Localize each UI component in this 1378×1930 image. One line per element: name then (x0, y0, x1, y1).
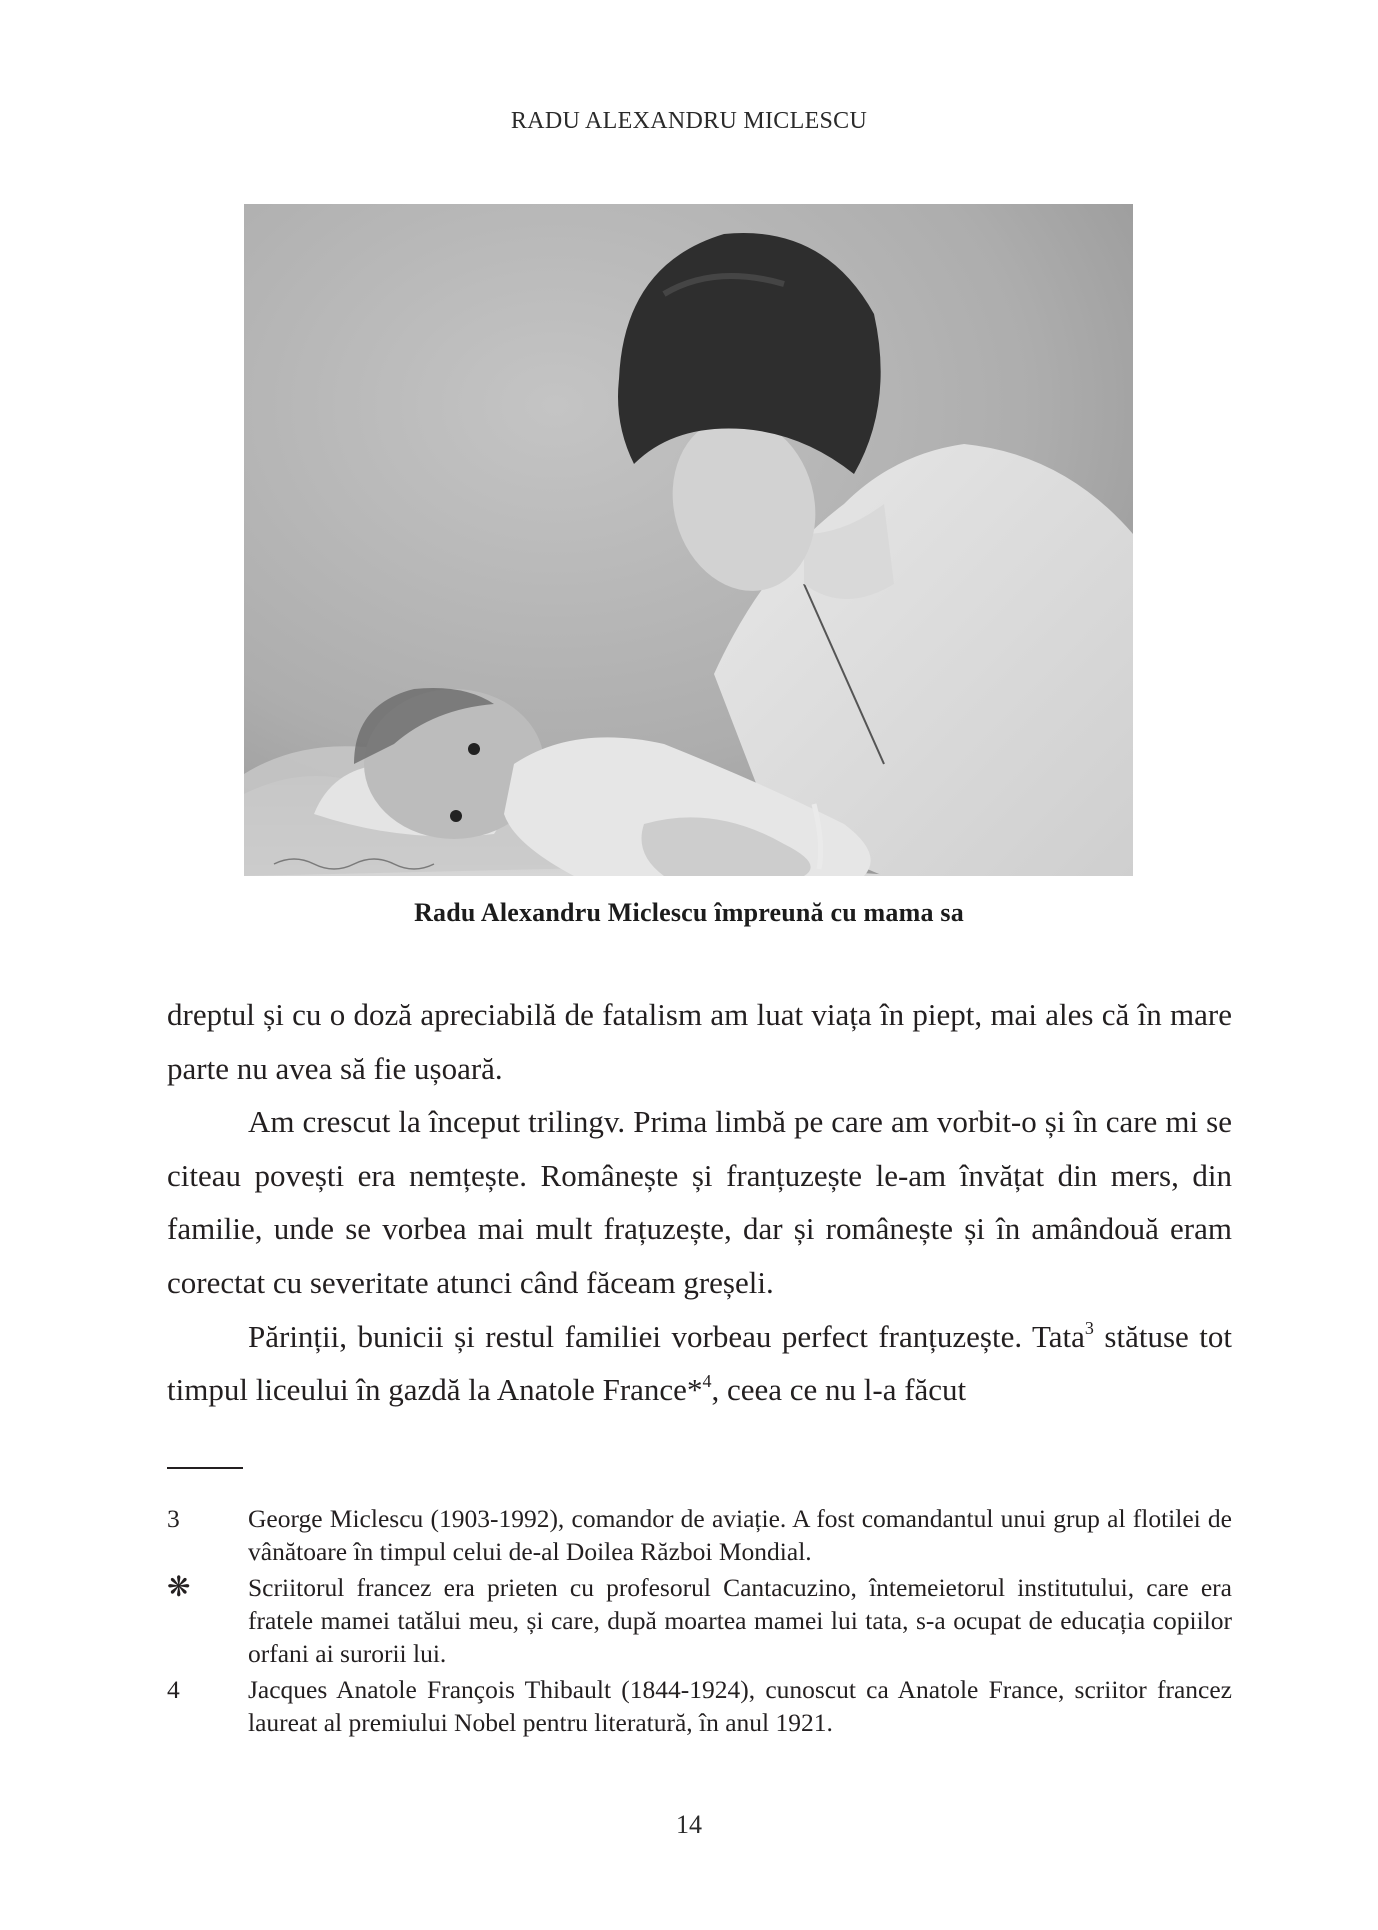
paragraph-text: , ceea ce nu l-a făcut (711, 1372, 967, 1408)
footnote-reference-3[interactable]: 3 (1084, 1317, 1094, 1338)
footnote-separator (167, 1467, 243, 1469)
footnotes (167, 1502, 1232, 1742)
page-number: 14 (676, 1810, 702, 1839)
footnote-marker: 3 (167, 1504, 180, 1533)
running-head: RADU ALEXANDRU MICLESCU (510, 108, 868, 134)
footnote-4 (167, 1673, 1232, 1739)
footnote-text: Jacques Anatole François Thibault (1844-1924), cunoscut ca Anatole France, scriitor francez laureat al premiului Nobel pentru literatură, în anul 1921. (248, 1675, 1232, 1737)
footnote-marker: 4 (167, 1675, 180, 1704)
footnote-asterisk (167, 1571, 1232, 1670)
paragraph (167, 1310, 1232, 1417)
figure-caption: Radu Alexandru Miclescu împreună cu mama sa (414, 898, 964, 927)
footnote-reference-4[interactable]: 4 (702, 1371, 712, 1392)
asterisk-icon: ❋ (167, 1572, 191, 1603)
photo-illustration (244, 204, 1133, 876)
photograph-mother-and-baby (244, 204, 1133, 876)
footnote-text: George Miclescu (1903-1992), comandor de aviație. A fost comandantul unui grup al flotilei de vânătoare în timpul celui de-al Doilea Război Mondial. (248, 1504, 1232, 1566)
body-text (167, 988, 1232, 1417)
paragraph-text: Părinții, bunicii și restul familiei vorbeau perfect franțuzește. Tata (248, 1318, 1085, 1354)
paragraph: dreptul și cu o doză apreciabilă de fatalism am luat viața în piept, mai ales că în mare parte nu avea să fie ușoară. (167, 997, 1232, 1086)
footnote-3 (167, 1502, 1232, 1568)
paragraph-text: stătuse tot timpul liceului în gazdă la Anatole France* (167, 1318, 1232, 1408)
paragraph: Am crescut la început trilingv. Prima limbă pe care am vorbit-o și în care mi se citeau povești era nemțește. Românește și franțuzește le-am învățat din mers, din familie, unde se vorbea mai mult frațuzește, dar și românește și în amândouă eram corectat cu severitate atunci când făceam greșeli. (167, 1104, 1232, 1300)
footnote-text: Scriitorul francez era prieten cu profesorul Cantacuzino, întemeietorul institutului, care era fratele mamei tatălui meu, și care, după moartea mamei lui tata, s-a ocupat de educația copiilor orfani ai surorii lui. (248, 1573, 1232, 1668)
